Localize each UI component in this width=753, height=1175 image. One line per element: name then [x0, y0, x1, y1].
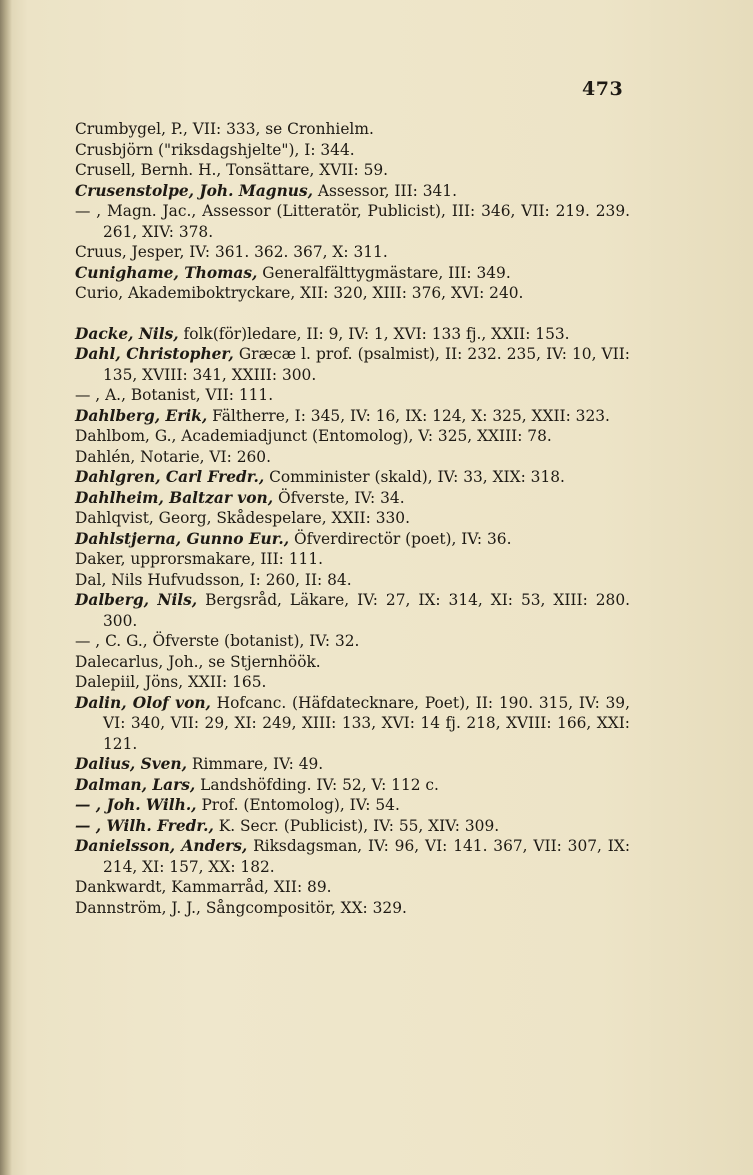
index-entry — [75, 406, 630, 427]
entry-text: folk(för)ledare, II: 9, IV: 1, XVI: 133 fj., XXII: 153. — [178, 324, 570, 343]
entry-name: Dalius, Sven, — [75, 755, 187, 773]
index-entries — [75, 119, 630, 918]
entry-name: Dahlheim, Baltzar von, — [75, 488, 274, 507]
index-entry — [75, 775, 630, 796]
index-entry — [75, 140, 630, 161]
index-entry — [75, 549, 630, 570]
entry-text: Dalecarlus, Joh., se Stjernhöök. — [75, 652, 321, 671]
entry-text: K. Secr. (Publicist), IV: 55, XIV: 309. — [213, 816, 500, 835]
entry-text: Græcæ l. prof. (psalmist), II: 232. 235, IV: 10, VII: 135, XVIII: 341, XXIII: 300. — [103, 345, 630, 384]
entry-text: Comminister (skald), IV: 33, XIX: 318. — [264, 468, 565, 486]
entry-name: Dalman, Lars, — [75, 775, 196, 794]
entry-name: Dahlstjerna, Gunno Eur., — [75, 529, 290, 548]
index-group-c — [75, 119, 630, 304]
index-entry — [75, 816, 630, 837]
index-entry — [75, 754, 630, 775]
entry-text: Hofcanc. (Häfdatecknare, Poet), II: 190. 315, IV: 39, VI: 340, VII: 29, XI: 249, XIII: 133, XVI: 14 fj. 218, XVIII: 166, XXI: 121. — [103, 693, 630, 753]
index-entry — [75, 898, 630, 919]
index-entry — [75, 324, 630, 345]
entry-text: — , Magn. Jac., Assessor (Litteratör, Publicist), III: 346, VII: 219. 239. 261, XIV: 378. — [75, 202, 630, 241]
entry-text: Riksdagsman, IV: 96, VI: 141. 367, VII: 307, IX: 214, XI: 157, XX: 182. — [103, 837, 631, 876]
index-entry — [75, 631, 630, 652]
entry-text: Dalepiil, Jöns, XXII: 165. — [75, 673, 267, 691]
entry-name: Dalin, Olof von, — [75, 693, 211, 712]
index-entry — [75, 652, 630, 673]
entry-text: Öfverdirectör (poet), IV: 36. — [289, 529, 512, 548]
entry-name: Crusenstolpe, Joh. Magnus, — [75, 181, 313, 200]
entry-text: Crumbygel, P., VII: 333, se Cronhielm. — [75, 120, 374, 138]
index-entry — [75, 836, 630, 877]
index-entry — [75, 488, 630, 509]
index-entry — [75, 426, 630, 447]
index-entry — [75, 795, 630, 816]
index-entry — [75, 447, 630, 468]
index-entry — [75, 529, 630, 550]
entry-text: Generalfälttygmästare, III: 349. — [257, 263, 511, 282]
entry-text: Dankwardt, Kammarråd, XII: 89. — [75, 878, 332, 896]
entry-text: Landshöfding. IV: 52, V: 112 c. — [195, 775, 439, 794]
entry-text: Crusell, Bernh. H., Tonsättare, XVII: 59. — [75, 161, 389, 179]
entry-name: Dahlberg, Erik, — [75, 406, 208, 425]
entry-text: Cruus, Jesper, IV: 361. 362. 367, X: 311. — [75, 243, 388, 261]
index-entry — [75, 160, 630, 181]
entry-name: Dahl, Christopher, — [75, 345, 234, 363]
entry-text: Dal, Nils Hufvudsson, I: 260, II: 84. — [75, 570, 352, 589]
index-entry — [75, 570, 630, 591]
index-entry — [75, 693, 630, 755]
index-entry — [75, 385, 630, 406]
index-entry — [75, 590, 630, 631]
entry-text: Assessor, III: 341. — [312, 181, 457, 200]
index-entry — [75, 467, 630, 488]
group-separator — [75, 304, 630, 324]
entry-text: Bergsråd, Läkare, IV: 27, IX: 314, XI: 53, XIII: 280. 300. — [103, 591, 631, 630]
entry-text: Dannström, J. J., Sångcompositör, XX: 329. — [75, 898, 407, 917]
entry-name: Dacke, Nils, — [75, 324, 179, 343]
entry-name: Dalberg, Nils, — [75, 591, 198, 609]
entry-text: Daker, upprorsmakare, III: 111. — [75, 550, 324, 568]
entry-text: Dahlén, Notarie, VI: 260. — [75, 447, 271, 466]
entry-text: Fältherre, I: 345, IV: 16, IX: 124, X: 325, XXII: 323. — [207, 406, 610, 425]
entry-name: Dahlgren, Carl Fredr., — [75, 468, 265, 486]
entry-name: — , Wilh. Fredr., — [75, 816, 214, 835]
index-group-d — [75, 324, 630, 919]
entry-text: — , C. G., Öfverste (botanist), IV: 32. — [75, 632, 360, 650]
entry-text: Dahlqvist, Georg, Skådespelare, XXII: 330. — [75, 509, 410, 527]
book-spine-shadow — [0, 0, 12, 1175]
index-entry — [75, 672, 630, 693]
entry-text: Prof. (Entomolog), IV: 54. — [196, 796, 400, 814]
entry-text: Curio, Akademiboktryckare, XII: 320, XIII: 376, XVI: 240. — [75, 284, 524, 302]
entry-text: Dahlbom, G., Academiadjunct (Entomolog), V: 325, XXIII: 78. — [75, 427, 552, 445]
entry-name: — , Joh. Wilh., — [75, 796, 197, 814]
index-entry — [75, 263, 630, 284]
entry-text: Öfverste, IV: 34. — [273, 488, 405, 507]
index-entry — [75, 283, 630, 304]
entry-text: Crusbjörn ("riksdagshjelte"), I: 344. — [75, 140, 355, 159]
entry-name: Danielsson, Anders, — [75, 837, 248, 855]
entry-name: Cunighame, Thomas, — [75, 263, 258, 282]
index-entry — [75, 201, 630, 242]
index-entry — [75, 181, 630, 202]
index-entry — [75, 119, 630, 140]
entry-text: — , A., Botanist, VII: 111. — [75, 386, 274, 404]
index-entry — [75, 877, 630, 898]
index-entry — [75, 508, 630, 529]
page-number: 473 — [582, 78, 624, 100]
index-entry — [75, 242, 630, 263]
index-entry — [75, 344, 630, 385]
entry-text: Rimmare, IV: 49. — [186, 755, 324, 773]
